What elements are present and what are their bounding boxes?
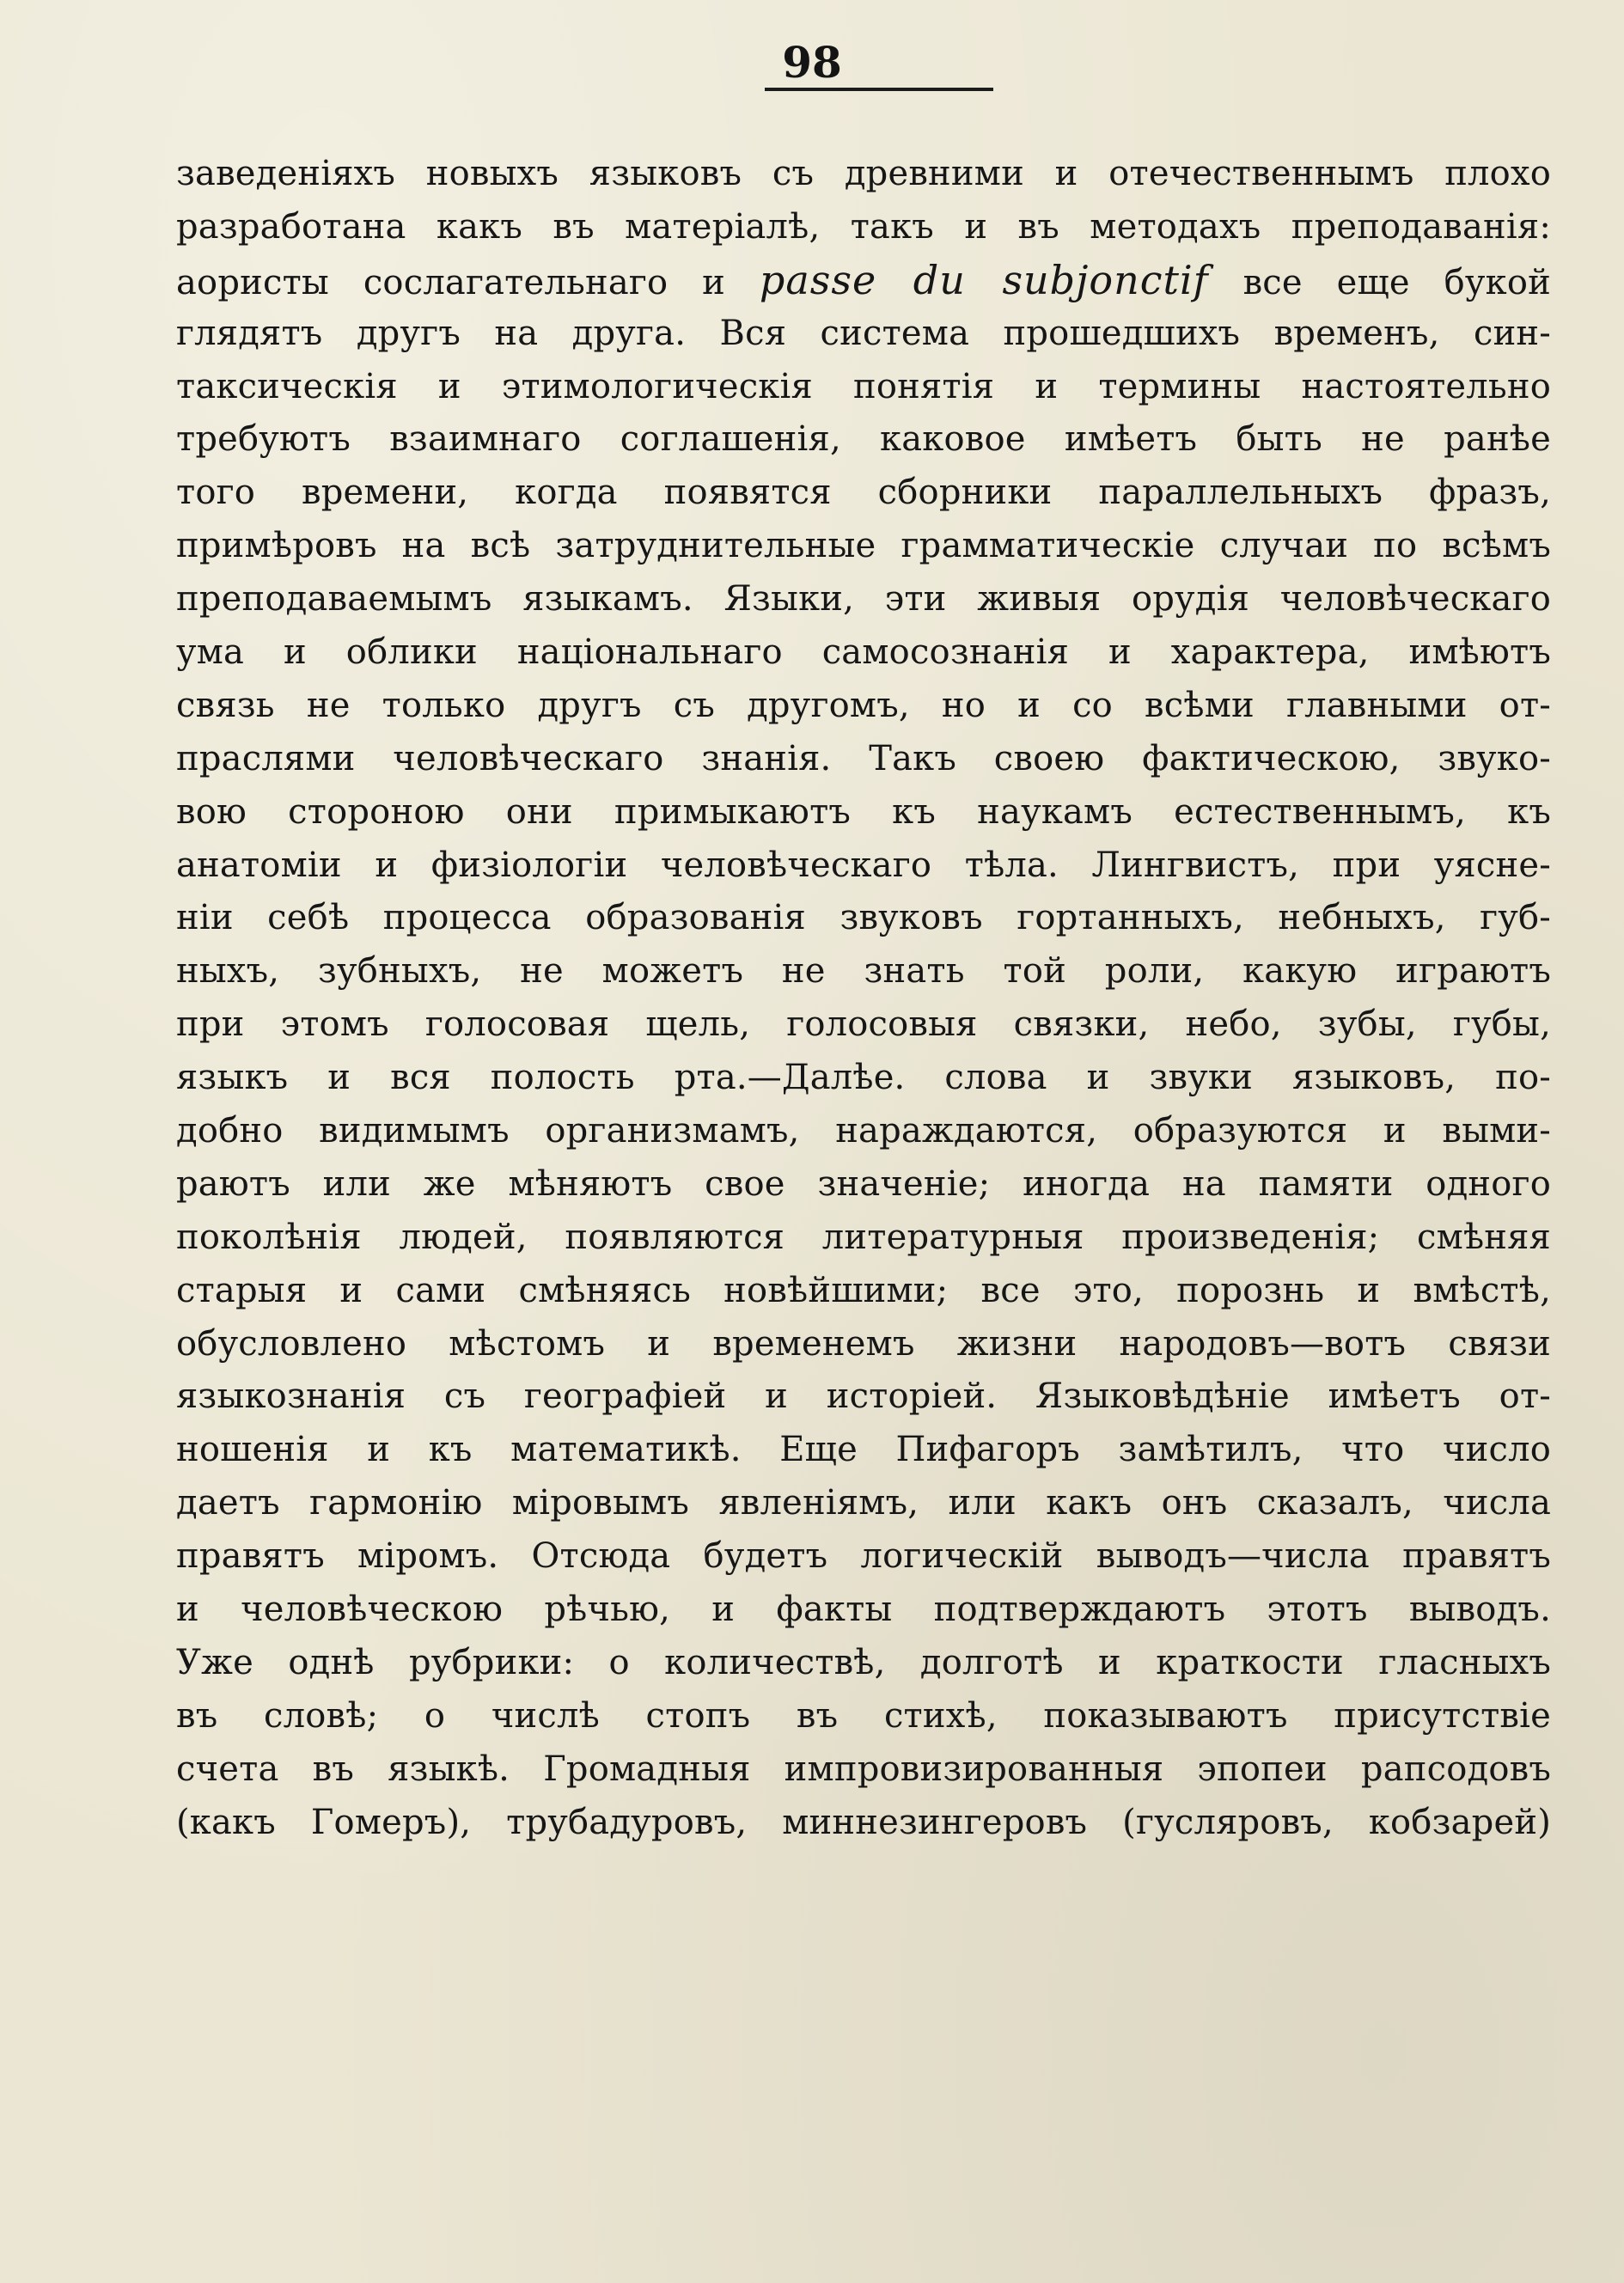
text-line-10: ума и облики національнаго самосознанія и характера, имѣютъ <box>176 632 1551 673</box>
text-line-13: вою стороною они примыкаютъ къ наукамъ естественнымъ, къ <box>176 791 1551 832</box>
text-line-3-after: все еще букой <box>1208 262 1551 302</box>
text-line-31: счета въ языкѣ. Громадныя импровизированныя эпопеи рапсодовъ <box>176 1749 1551 1789</box>
text-line-7: того времени, когда появятся сборники параллельныхъ фразъ, <box>176 473 1551 513</box>
text-line-25: ношенія и къ математикѣ. Еще Пифагоръ замѣтилъ, что число <box>176 1430 1551 1470</box>
text-line-4: глядятъ другъ на друга. Вся система прошедшихъ временъ, син- <box>176 313 1551 353</box>
text-line-3 <box>176 254 1551 308</box>
text-line-19: добно видимымъ организмамъ, нараждаются, образуются и выми- <box>176 1111 1551 1151</box>
text-line-14: анатоміи и физіологіи человѣческаго тѣла. Лингвистъ, при уясне- <box>176 845 1551 885</box>
text-line-2: разработана какъ въ матеріалѣ, такъ и въ методахъ преподаванія: <box>176 206 1551 247</box>
text-line-8: примѣровъ на всѣ затруднительные грамматическіе случаи по всѣмъ <box>176 526 1551 566</box>
text-line-21: поколѣнія людей, появляются литературныя произведенія; смѣняя <box>176 1217 1551 1257</box>
text-line-30: въ словѣ; о числѣ стопъ въ стихѣ, показываютъ присутствіе <box>176 1695 1551 1736</box>
text-line-11: связь не только другъ съ другомъ, но и со всѣми главными от- <box>176 685 1551 725</box>
text-line-20: раютъ или же мѣняютъ свое значеніе; иногда на памяти одного <box>176 1163 1551 1204</box>
text-line-27: правятъ міромъ. Отсюда будетъ логическій выводъ—числа правятъ <box>176 1536 1551 1577</box>
text-line-18: языкъ и вся полость рта.—Далѣе. слова и звуки языковъ, по- <box>176 1058 1551 1098</box>
body-text <box>176 148 1551 1850</box>
text-line-24: языкознанія съ географіей и исторіей. Языковѣдѣніе имѣетъ от- <box>176 1377 1551 1417</box>
page-number: 98 <box>782 37 842 88</box>
text-line-17: при этомъ голосовая щель, голосовыя связки, небо, зубы, губы, <box>176 1004 1551 1045</box>
text-line-5: таксическія и этимологическія понятія и термины настоятельно <box>176 366 1551 406</box>
text-line-16: ныхъ, зубныхъ, не можетъ не знать той роли, какую играютъ <box>176 951 1551 992</box>
text-line-32: (какъ Гомеръ), трубадуровъ, миннезингеровъ (гусляровъ, кобзарей) <box>176 1802 1551 1842</box>
text-line-12: праслями человѣческаго знанія. Такъ своею фактическою, звуко- <box>176 738 1551 778</box>
text-line-15: ніи себѣ процесса образованія звуковъ гортанныхъ, небныхъ, губ- <box>176 898 1551 938</box>
text-line-29: Уже однѣ рубрики: о количествѣ, долготѣ и краткости гласныхъ <box>176 1642 1551 1682</box>
text-line-26: даетъ гармонію міровымъ явленіямъ, или какъ онъ сказалъ, числа <box>176 1483 1551 1523</box>
text-line-9: преподаваемымъ языкамъ. Языки, эти живыя орудія человѣческаго <box>176 579 1551 620</box>
text-line-6: требуютъ взаимнаго соглашенія, каковое имѣетъ быть не ранѣе <box>176 419 1551 460</box>
text-line-22: старыя и сами смѣняясь новѣйшими; все это, порознь и вмѣстѣ, <box>176 1270 1551 1310</box>
italic-phrase: passe du subjonctif <box>759 256 1209 303</box>
text-line-23: обусловлено мѣстомъ и временемъ жизни народовъ—вотъ связи <box>176 1323 1551 1364</box>
text-line-3-before: аористы сослагательнаго и <box>176 262 760 302</box>
text-line-28: и человѣческою рѣчью, и факты подтверждаютъ этотъ выводъ. <box>176 1590 1551 1630</box>
text-line-1: заведеніяхъ новыхъ языковъ съ древними и отечественнымъ плохо <box>176 154 1551 193</box>
header-rule <box>765 88 993 91</box>
